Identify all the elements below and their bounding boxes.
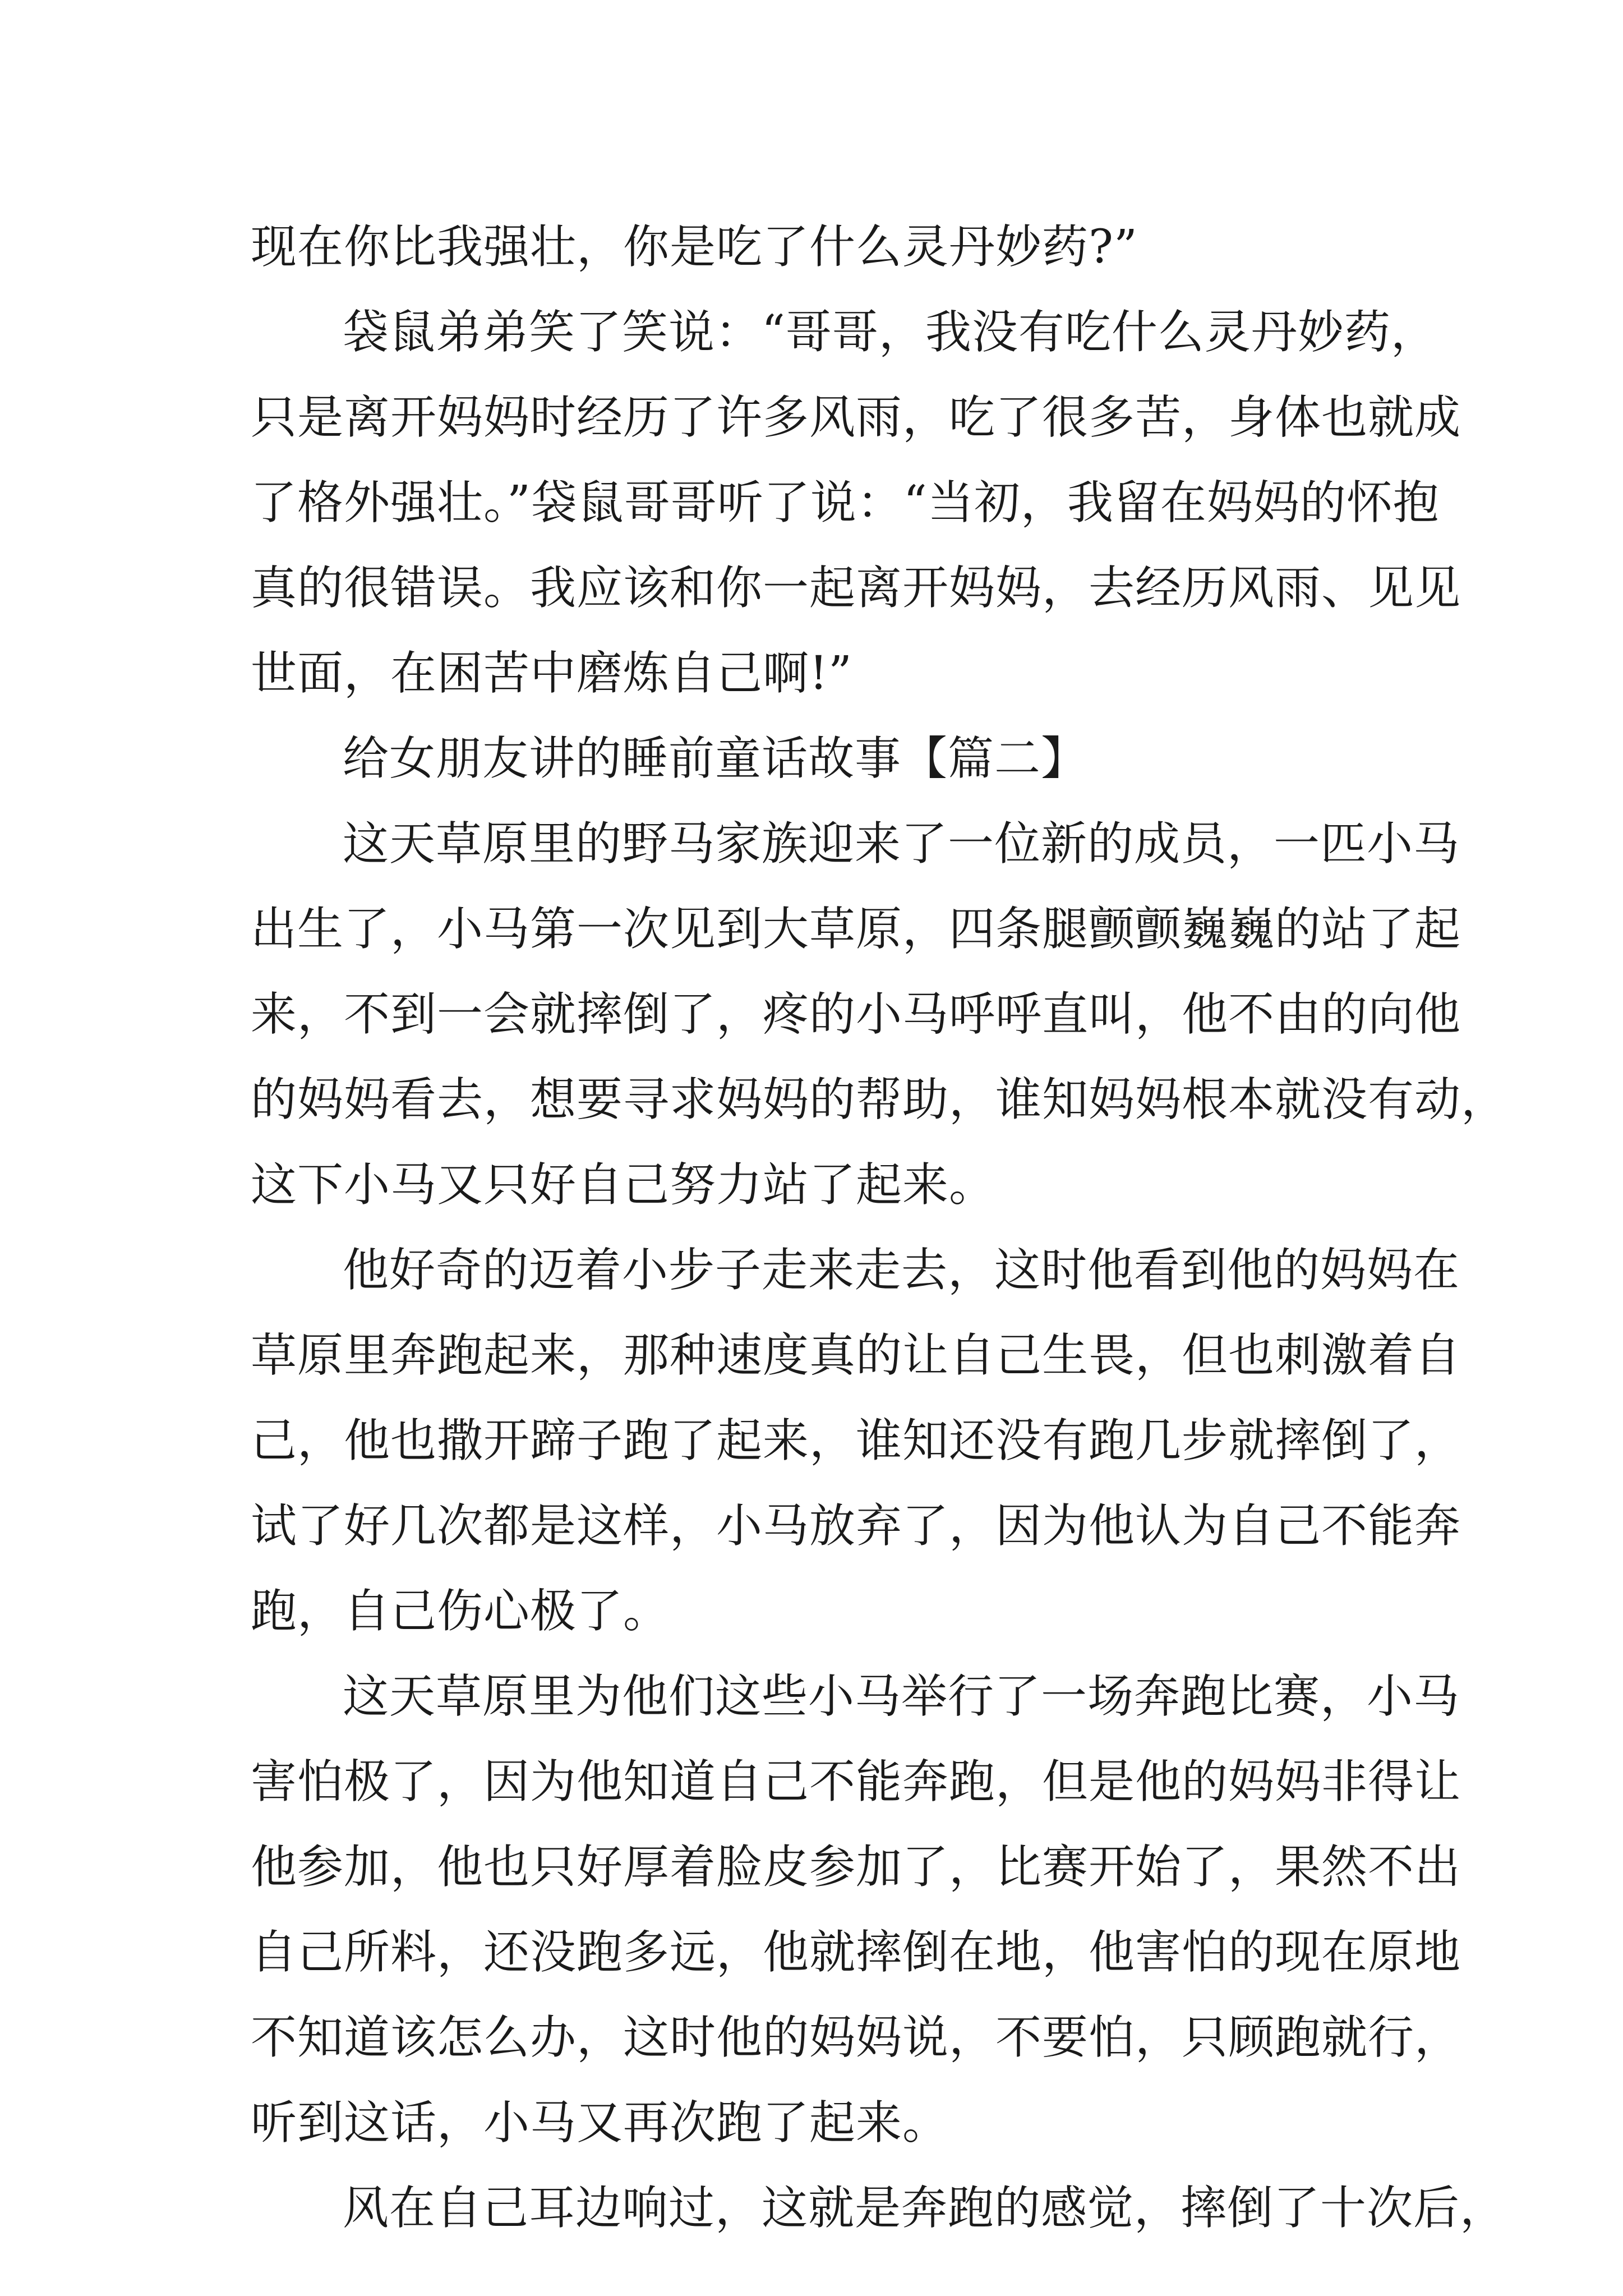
text-line: 世面，在困苦中磨炼自己啊!”: [251, 647, 852, 700]
text-line: 袋鼠弟弟笑了笑说：“哥哥，我没有吃什么灵丹妙药，: [343, 306, 1437, 359]
text-line: 草原里奔跑起来，那种速度真的让自己生畏，但也刺激着自: [251, 1329, 1461, 1382]
text-line: 了格外强壮。”袋鼠哥哥听了说：“当初，我留在妈妈的怀抱: [251, 476, 1440, 530]
text-line: 这天草原里为他们这些小马举行了一场奔跑比赛，小马: [343, 1670, 1460, 1723]
text-line: 不知道该怎么办，这时他的妈妈说，不要怕，只顾跑就行，: [251, 2011, 1461, 2064]
text-line: 试了好几次都是这样，小马放弃了，因为他认为自己不能奔: [251, 1499, 1461, 1553]
text-line: 他好奇的迈着小步子走来走去，这时他看到他的妈妈在: [343, 1244, 1460, 1297]
text-line: 只是离开妈妈时经历了许多风雨，吃了很多苦，身体也就成: [251, 391, 1461, 444]
text-line: 这下小马又只好自己努力站了起来。: [251, 1158, 996, 1212]
text-line: 给女朋友讲的睡前童话故事【篇二】: [343, 732, 1088, 785]
text-line: 现在你比我强壮，你是吃了什么灵丹妙药?”: [251, 220, 1138, 274]
text-line: 跑，自己伤心极了。: [251, 1585, 670, 1638]
text-line: 这天草原里的野马家族迎来了一位新的成员，一匹小马: [343, 817, 1460, 871]
text-line: 他参加，他也只好厚着脸皮参加了，比赛开始了，果然不出: [251, 1841, 1461, 1894]
text-line: 风在自己耳边响过，这就是奔跑的感觉，摔倒了十次后，: [343, 2182, 1507, 2235]
text-line: 真的很错误。我应该和你一起离开妈妈，去经历风雨、见见: [251, 562, 1461, 615]
text-line: 害怕极了，因为他知道自己不能奔跑，但是他的妈妈非得让: [251, 1755, 1461, 1809]
text-line: 的妈妈看去，想要寻求妈妈的帮助，谁知妈妈根本就没有动，: [251, 1073, 1508, 1126]
text-line: 己，他也撒开蹄子跑了起来，谁知还没有跑几步就摔倒了，: [251, 1414, 1461, 1467]
text-line: 来，不到一会就摔倒了，疼的小马呼呼直叫，他不由的向他: [251, 988, 1461, 1041]
text-line: 听到这话，小马又再次跑了起来。: [251, 2096, 949, 2150]
text-line: 自己所料，还没跑多远，他就摔倒在地，他害怕的现在原地: [251, 1926, 1461, 1979]
text-line: 出生了，小马第一次见到大草原，四条腿颤颤巍巍的站了起: [251, 903, 1461, 956]
story-text: [251, 205, 1508, 2251]
